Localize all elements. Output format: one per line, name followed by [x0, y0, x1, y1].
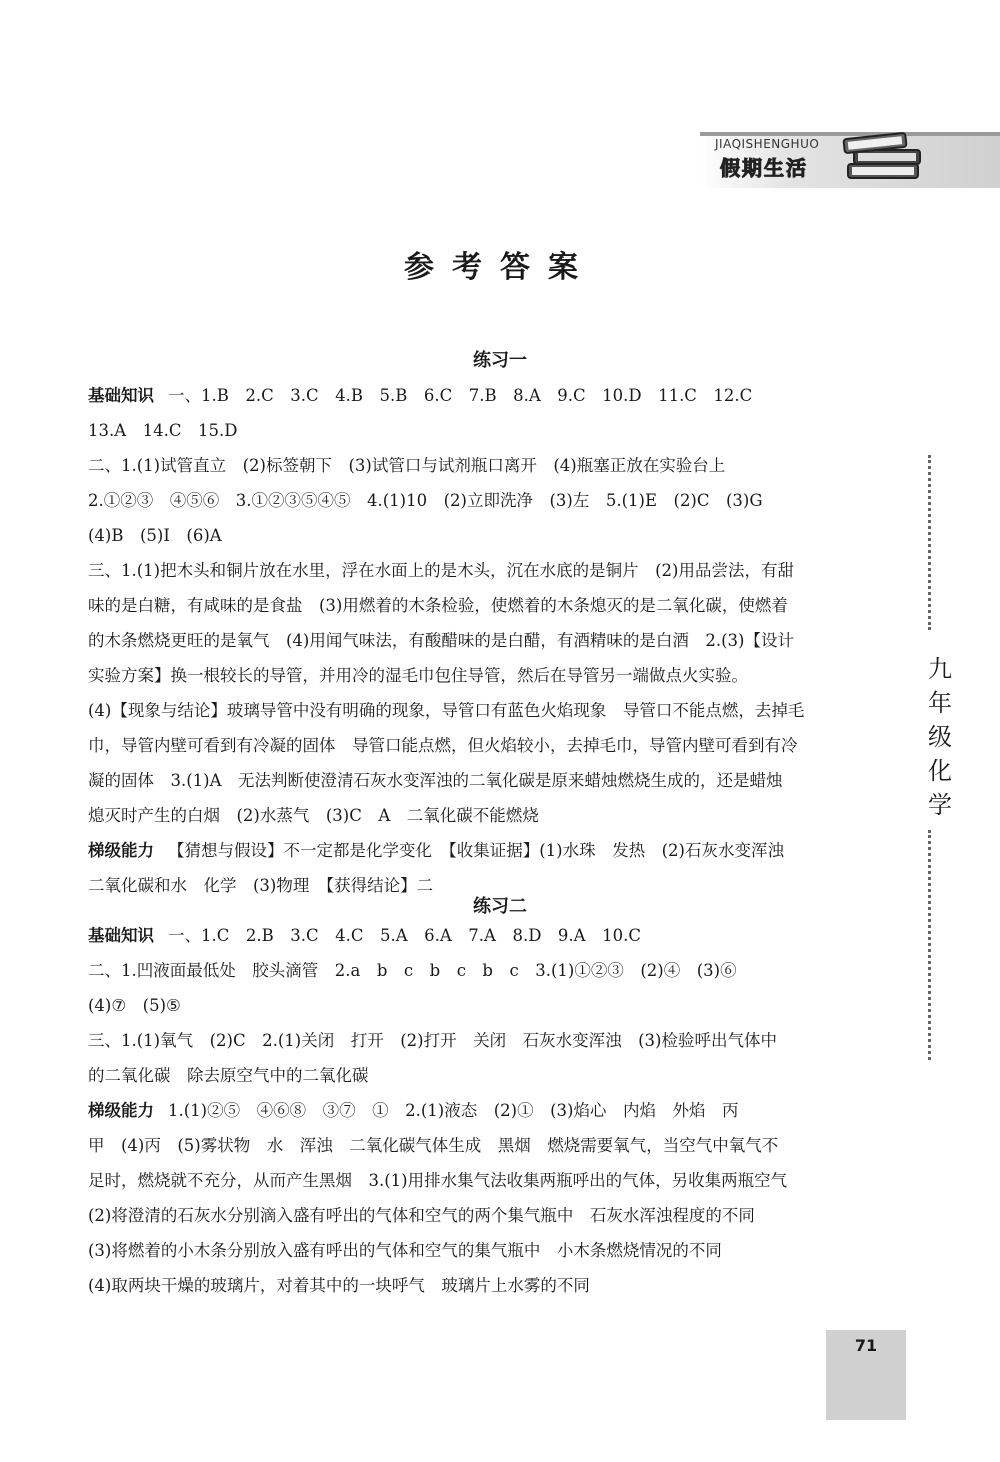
side-dotted-line-bottom	[928, 830, 931, 1060]
answer-line: (2)将澄清的石灰水分别滴入盛有呼出的气体和空气的两个集气瓶中 石灰水浑浊程度的不同	[88, 1206, 755, 1225]
exercise-2-content	[88, 918, 903, 1303]
exercise-2-title: 练习二	[473, 896, 527, 917]
page-title: 参考答案	[404, 250, 596, 285]
answer-line: 熄灭时产生的白烟 (2)水蒸气 (3)C A 二氧化碳不能燃烧	[88, 806, 539, 825]
answer-line: 甲 (4)丙 (5)雾状物 水 浑浊 二氧化碳气体生成 黑烟 燃烧需要氧气，当空气中氧气不	[88, 1136, 779, 1155]
answer-line: 味的是白糖，有咸味的是食盐 (3)用燃着的木条检验，使燃着的木条熄灭的是二氧化碳，使燃着	[88, 596, 788, 615]
answer-line: (4)【现象与结论】玻璃导管中没有明确的现象，导管口有蓝色火焰现象 导管口不能点燃，去掉毛	[88, 701, 805, 720]
answer-line: 实验方案】换一根较长的导管，并用冷的湿毛巾包住导管，然后在导管另一端做点火实验。	[88, 666, 748, 685]
answer-line: 三、1.(1)把木头和铜片放在水里，浮在水面上的是木头，沉在水底的是铜片 (2)用品尝法，有甜	[88, 561, 794, 580]
answer-line: 基础知识 一、1.B 2.C 3.C 4.B 5.B 6.C 7.B 8.A 9.C 10.D 11.C 12.C	[88, 386, 753, 405]
answer-line: (4)取两块干燥的玻璃片，对着其中的一块呼气 玻璃片上水雾的不同	[88, 1276, 590, 1295]
answer-line: 二氧化碳和水 化学 (3)物理 【获得结论】二	[88, 876, 434, 895]
answer-line: 巾，导管内壁可看到有冷凝的固体 导管口能点燃，但火焰较小，去掉毛巾，导管内壁可看到有冷	[88, 736, 798, 755]
answer-line: 2.①②③ ④⑤⑥ 3.①②③⑤④⑤ 4.(1)10 (2)立即洗净 (3)左 5.(1)E (2)C (3)G	[88, 491, 763, 510]
answer-line: 二、1.凹液面最低处 胶头滴管 2.a b c b c b c 3.(1)①②③ (2)④ (3)⑥	[88, 961, 737, 980]
side-dotted-line-top	[928, 455, 931, 630]
answer-line: 三、1.(1)氧气 (2)C 2.(1)关闭 打开 (2)打开 关闭 石灰水变浑浊 (3)检验呼出气体中	[88, 1031, 777, 1050]
answer-line: 足时，燃烧就不充分，从而产生黑烟 3.(1)用排水集气法收集两瓶呼出的气体，另收集两瓶空气	[88, 1171, 788, 1190]
answer-line: (4)⑦ (5)⑤	[88, 996, 181, 1015]
header-title: 假期生活	[720, 156, 808, 180]
answer-line: 梯级能力 【猜想与假设】不一定都是化学变化 【收集证据】(1)水珠 发热 (2)石灰水变浑浊	[88, 841, 784, 860]
answer-line: 二、1.(1)试管直立 (2)标签朝下 (3)试管口与试剂瓶口离开 (4)瓶塞正放在实验台上	[88, 456, 726, 475]
exercise-1-title: 练习一	[473, 350, 527, 371]
exercise-1-content	[88, 378, 903, 903]
answer-line: 13.A 14.C 15.D	[88, 421, 238, 440]
answer-line: 的木条燃烧更旺的是氧气 (4)用闻气味法，有酸醋味的是白醋，有酒精味的是白酒 2.(3)【设计	[88, 631, 794, 650]
answer-line: (4)B (5)I (6)A	[88, 526, 222, 545]
answer-line: 凝的固体 3.(1)A 无法判断使澄清石灰水变浑浊的二氧化碳是原来蜡烛燃烧生成的，还是蜡烛	[88, 771, 783, 790]
answer-line: 基础知识 一、1.C 2.B 3.C 4.C 5.A 6.A 7.A 8.D 9.A 10.C	[88, 926, 641, 945]
header-pinyin: JIAQISHENGHUO	[715, 137, 820, 151]
answer-line: 梯级能力 1.(1)②⑤ ④⑥⑧ ③⑦ ① 2.(1)液态 (2)① (3)焰心 内焰 外焰 丙	[88, 1101, 739, 1120]
answer-line: 的二氧化碳 除去原空气中的二氧化碳	[88, 1066, 369, 1085]
books-icon	[840, 130, 930, 182]
side-label: 九年级化学	[928, 655, 952, 819]
page-number: 71	[854, 1336, 878, 1355]
answer-line: (3)将燃着的小木条分别放入盛有呼出的气体和空气的集气瓶中 小木条燃烧情况的不同	[88, 1241, 722, 1260]
